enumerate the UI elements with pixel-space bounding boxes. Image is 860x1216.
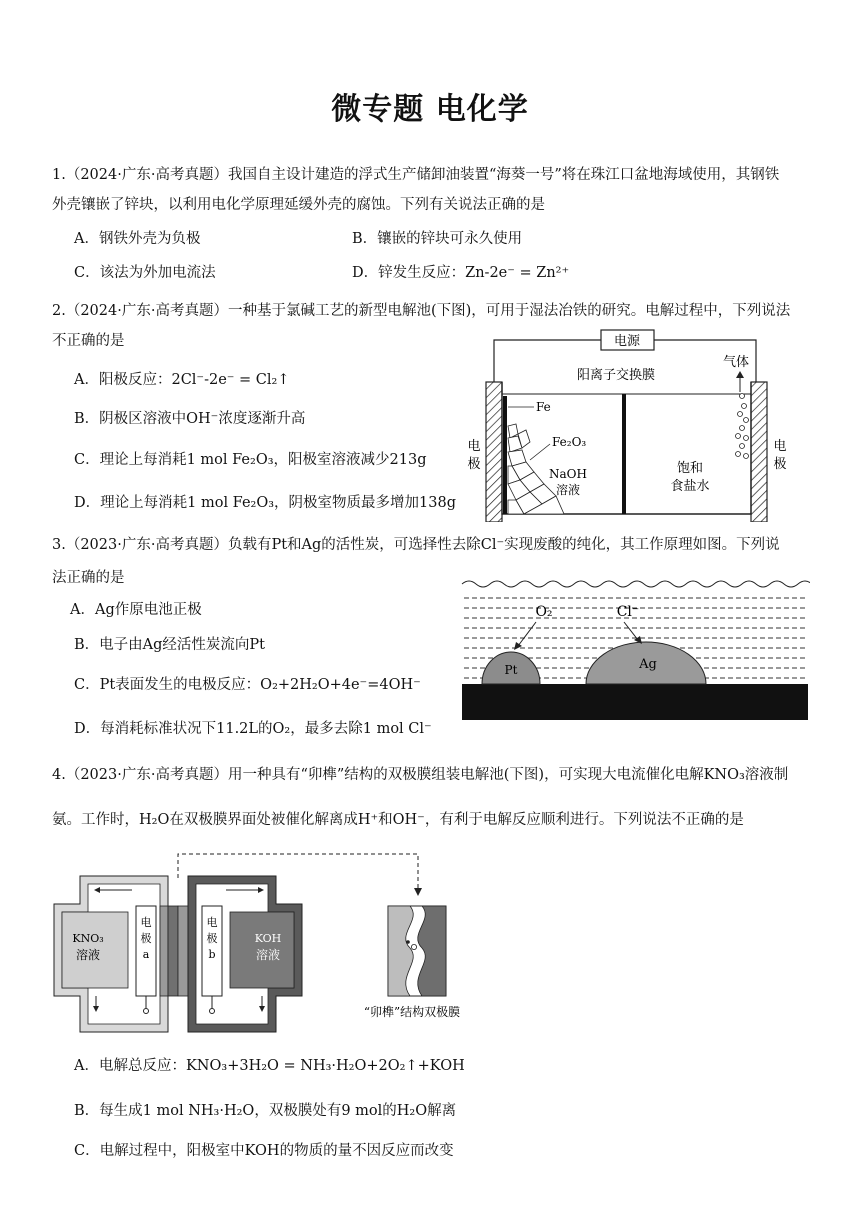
q1-option-d: D．锌发生反应：Zn-2e⁻ = Zn²⁺	[352, 265, 570, 281]
q2-option-c: C．理论上每消耗1 mol Fe₂O₃，阳极室溶液减少213g	[74, 452, 427, 468]
electrode-a-label-3: a	[142, 948, 150, 961]
q4-stem-line1: 4.（2023·广东·高考真题）用一种具有“卯榫”结构的双极膜组装电解池(下图)，可实现大电流催化电解KNO₃溶液制	[52, 767, 789, 783]
q3-option-a: A．Ag作原电池正极	[70, 602, 202, 618]
electrode-b-label-3: b	[208, 948, 216, 961]
electrode-a-label-2: 极	[140, 932, 152, 945]
electrode-b-label-1: 电	[206, 916, 218, 929]
naoh-label-1: NaOH	[549, 467, 587, 481]
q1-option-b: B．镶嵌的锌块可永久使用	[352, 231, 523, 247]
naoh-label-2: 溶液	[555, 483, 581, 497]
bipolar-membrane-mid	[168, 906, 178, 996]
q2-stem-line2: 不正确的是	[52, 333, 125, 349]
kno3-label-1: KNO₃	[72, 932, 104, 945]
cl-label: Cl⁻	[616, 604, 640, 620]
left-electrode	[486, 382, 502, 522]
fe-plate	[503, 396, 507, 514]
q3-option-d: D．每消耗标准状况下11.2L的O₂，最多去除1 mol Cl⁻	[74, 721, 432, 737]
o2-label: O₂	[535, 604, 553, 620]
brine-label-2: 食盐水	[670, 479, 710, 494]
q3-option-c: C．Pt表面发生的电极反应：O₂+2H₂O+4e⁻=4OH⁻	[74, 677, 421, 693]
page-title: 微专题 电化学	[331, 92, 529, 127]
electrode-b-label-2: 极	[206, 932, 218, 945]
gas-bubbles	[736, 394, 749, 459]
ag-label: Ag	[639, 657, 657, 672]
bipolar-membrane-left	[160, 906, 168, 996]
q4-option-a: A．电解总反应：KNO₃+3H₂O = NH₃·H₂O+2O₂↑+KOH	[74, 1058, 465, 1074]
q3-option-b: B．电子由Ag经活性炭流向Pt	[74, 637, 265, 653]
koh-label-2: 溶液	[255, 948, 281, 962]
electrode-a-label-1: 电	[140, 916, 152, 929]
bipolar-membrane-right	[178, 906, 188, 996]
membrane-caption: “卯榫”结构双极膜	[363, 1005, 461, 1019]
q2-electrolysis-diagram	[464, 326, 804, 522]
right-electrode-label: 电极	[773, 439, 787, 472]
brine-label-1: 饱和	[676, 461, 704, 476]
q3-carbon-diagram	[460, 576, 810, 722]
gas-label: 气体	[722, 355, 750, 370]
q2-option-d: D．理论上每消耗1 mol Fe₂O₃，阴极室物质最多增加138g	[74, 495, 457, 511]
q2-option-b: B．阴极区溶液中OH⁻浓度逐渐升高	[74, 411, 306, 427]
left-electrode-label: 电极	[467, 439, 481, 472]
activated-carbon	[462, 684, 808, 720]
pt-label: Pt	[504, 663, 518, 677]
membrane-label: 阳离子交换膜	[576, 368, 656, 383]
q2-stem-line1: 2.（2024·广东·高考真题）一种基于氯碱工艺的新型电解池(下图)，可用于湿法冶铁的研究。电解过程中，下列说法	[52, 303, 791, 319]
fe-label: Fe	[536, 400, 551, 414]
q2-option-a: A．阳极反应：2Cl⁻-2e⁻ = Cl₂↑	[74, 372, 290, 388]
liquid-surface	[462, 581, 810, 587]
right-electrode	[751, 382, 767, 522]
fe2o3-label: Fe₂O₃	[552, 435, 587, 449]
q1-option-c: C．该法为外加电流法	[74, 265, 216, 281]
q4-option-c: C．电解过程中，阳极室中KOH的物质的量不因反应而改变	[74, 1143, 454, 1159]
q1-stem-line2: 外壳镶嵌了锌块，以利用电化学原理延缓外壳的腐蚀。下列有关说法正确的是	[52, 197, 545, 213]
q4-bipolar-cell-diagram	[50, 850, 480, 1040]
q3-stem-line1: 3.（2023·广东·高考真题）负载有Pt和Ag的活性炭，可选择性去除Cl⁻实现废酸的纯化，其工作原理如图。下列说	[52, 537, 780, 553]
q3-stem-line2: 法正确的是	[52, 570, 125, 586]
mortise-tenon-membrane-zoom	[388, 906, 446, 996]
q4-stem-line2: 氨。工作时，H₂O在双极膜界面处被催化解离成H⁺和OH⁻，有利于电解反应顺利进行。下列说法不正确的是	[52, 812, 744, 828]
power-source-label: 电源	[613, 334, 641, 349]
koh-label-1: KOH	[254, 932, 282, 945]
q1-option-a: A．钢铁外壳为负极	[74, 231, 201, 247]
q1-stem-line1: 1.（2024·广东·高考真题）我国自主设计建造的浮式生产储卸油装置“海葵一号”将在珠江口盆地海域使用，其钢铁	[52, 167, 780, 183]
q4-option-b: B．每生成1 mol NH₃·H₂O，双极膜处有9 mol的H₂O解离	[74, 1103, 457, 1119]
kno3-label-2: 溶液	[75, 948, 101, 962]
